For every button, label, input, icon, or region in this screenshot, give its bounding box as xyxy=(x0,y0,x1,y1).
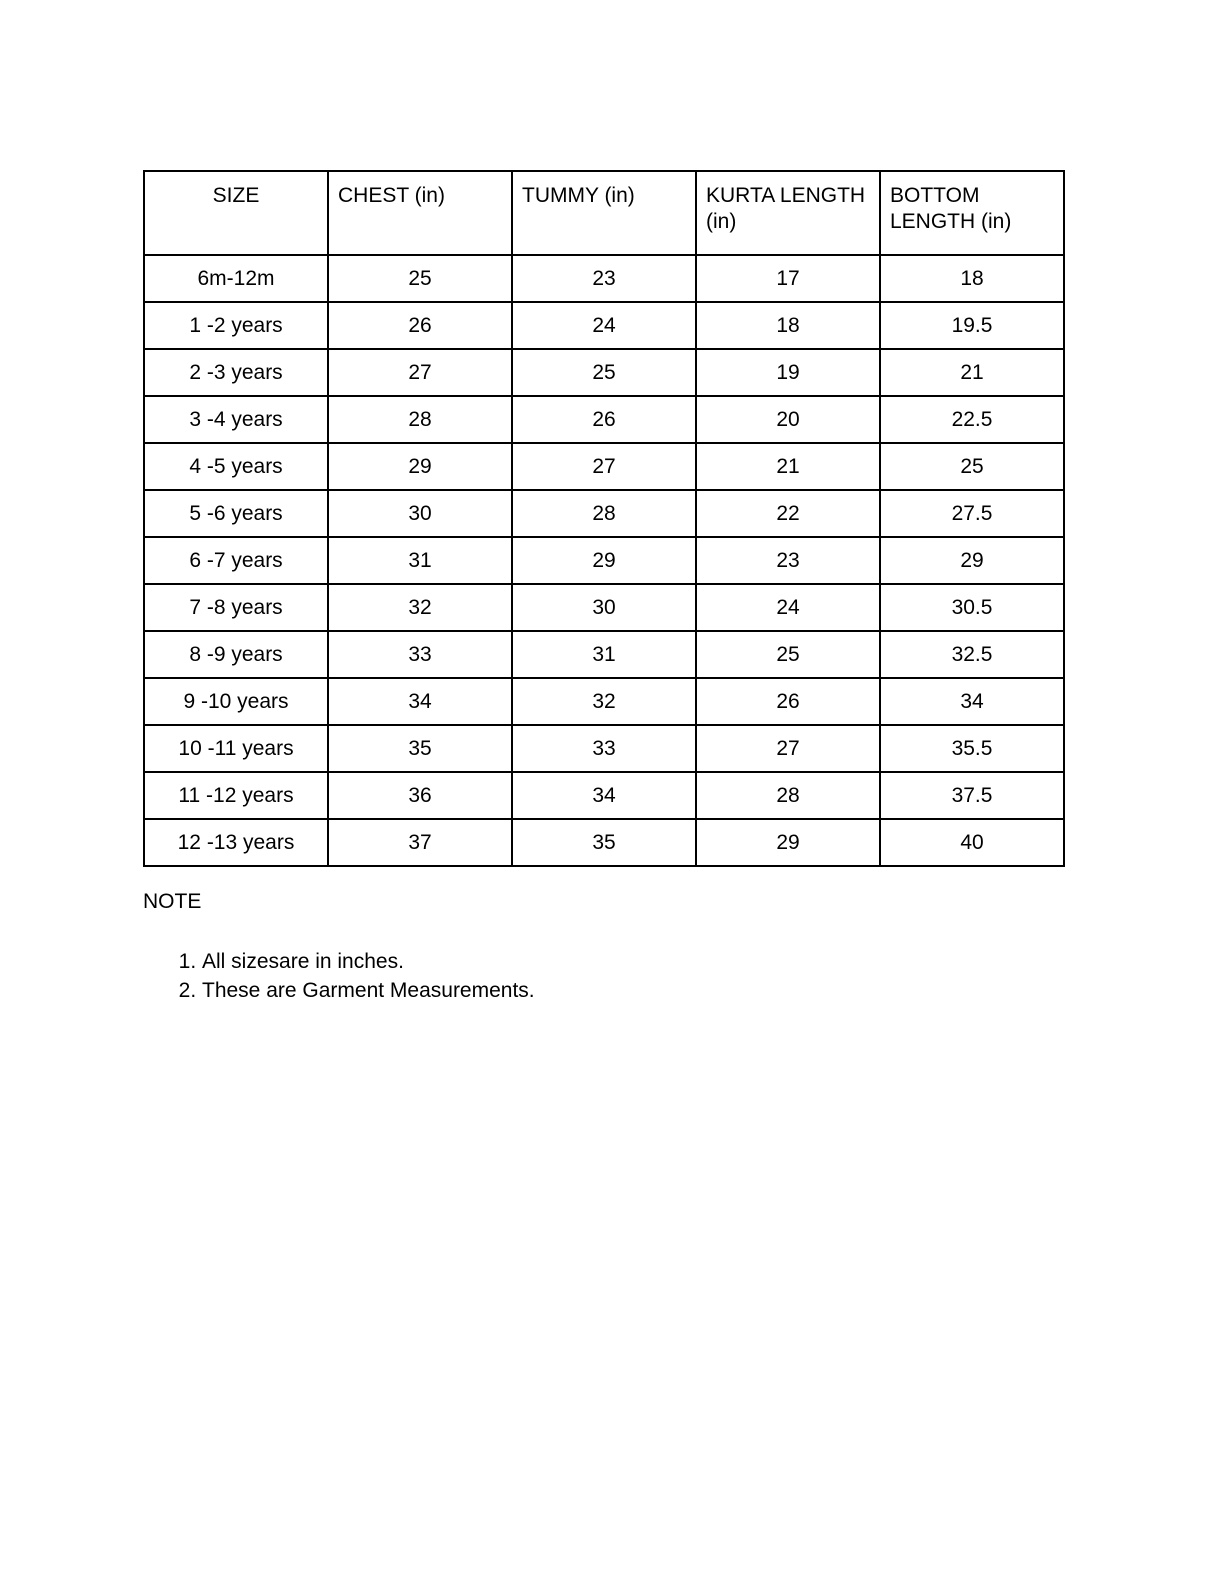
cell-tummy: 32 xyxy=(512,678,696,725)
cell-bottom-length: 32.5 xyxy=(880,631,1064,678)
cell-chest: 36 xyxy=(328,772,512,819)
cell-tummy: 29 xyxy=(512,537,696,584)
cell-size: 9 -10 years xyxy=(144,678,328,725)
cell-chest: 30 xyxy=(328,490,512,537)
cell-size: 4 -5 years xyxy=(144,443,328,490)
cell-tummy: 23 xyxy=(512,255,696,302)
cell-kurta-length: 25 xyxy=(696,631,880,678)
cell-bottom-length: 34 xyxy=(880,678,1064,725)
table-row xyxy=(144,490,1064,537)
cell-chest: 25 xyxy=(328,255,512,302)
cell-kurta-length: 20 xyxy=(696,396,880,443)
cell-size: 2 -3 years xyxy=(144,349,328,396)
cell-chest: 37 xyxy=(328,819,512,866)
cell-kurta-length: 27 xyxy=(696,725,880,772)
table-row xyxy=(144,678,1064,725)
cell-size: 11 -12 years xyxy=(144,772,328,819)
table-row xyxy=(144,349,1064,396)
header-chest: CHEST (in) xyxy=(328,171,512,255)
note-heading: NOTE xyxy=(143,890,202,913)
cell-chest: 33 xyxy=(328,631,512,678)
header-kurta-length: KURTA LENGTH (in) xyxy=(696,171,880,255)
cell-size: 6 -7 years xyxy=(144,537,328,584)
cell-kurta-length: 21 xyxy=(696,443,880,490)
cell-bottom-length: 27.5 xyxy=(880,490,1064,537)
note-list xyxy=(143,947,535,1005)
table-body xyxy=(144,255,1064,866)
cell-tummy: 35 xyxy=(512,819,696,866)
header-tummy: TUMMY (in) xyxy=(512,171,696,255)
cell-bottom-length: 30.5 xyxy=(880,584,1064,631)
cell-bottom-length: 29 xyxy=(880,537,1064,584)
cell-chest: 29 xyxy=(328,443,512,490)
header-size: SIZE xyxy=(144,171,328,255)
cell-bottom-length: 25 xyxy=(880,443,1064,490)
table-row xyxy=(144,772,1064,819)
cell-bottom-length: 40 xyxy=(880,819,1064,866)
cell-chest: 35 xyxy=(328,725,512,772)
size-chart-table xyxy=(143,170,1065,867)
cell-size: 6m-12m xyxy=(144,255,328,302)
cell-tummy: 27 xyxy=(512,443,696,490)
note-item: 2. These are Garment Measurements. xyxy=(202,976,535,1005)
cell-size: 8 -9 years xyxy=(144,631,328,678)
table-row xyxy=(144,396,1064,443)
cell-kurta-length: 17 xyxy=(696,255,880,302)
cell-kurta-length: 18 xyxy=(696,302,880,349)
cell-kurta-length: 23 xyxy=(696,537,880,584)
table-header xyxy=(144,171,1064,255)
cell-kurta-length: 29 xyxy=(696,819,880,866)
cell-chest: 34 xyxy=(328,678,512,725)
note-item: 1. All sizesare in inches. xyxy=(202,947,535,976)
table-row xyxy=(144,819,1064,866)
header-row xyxy=(144,171,1064,255)
cell-chest: 28 xyxy=(328,396,512,443)
cell-chest: 26 xyxy=(328,302,512,349)
cell-kurta-length: 19 xyxy=(696,349,880,396)
cell-kurta-length: 28 xyxy=(696,772,880,819)
cell-chest: 31 xyxy=(328,537,512,584)
cell-bottom-length: 18 xyxy=(880,255,1064,302)
cell-bottom-length: 21 xyxy=(880,349,1064,396)
cell-tummy: 24 xyxy=(512,302,696,349)
table-row xyxy=(144,255,1064,302)
cell-tummy: 33 xyxy=(512,725,696,772)
cell-kurta-length: 24 xyxy=(696,584,880,631)
cell-tummy: 26 xyxy=(512,396,696,443)
cell-chest: 32 xyxy=(328,584,512,631)
cell-kurta-length: 22 xyxy=(696,490,880,537)
cell-bottom-length: 37.5 xyxy=(880,772,1064,819)
table-row xyxy=(144,537,1064,584)
header-bottom-length: BOTTOM LENGTH (in) xyxy=(880,171,1064,255)
cell-bottom-length: 19.5 xyxy=(880,302,1064,349)
table-row xyxy=(144,584,1064,631)
cell-tummy: 30 xyxy=(512,584,696,631)
cell-size: 5 -6 years xyxy=(144,490,328,537)
table-row xyxy=(144,443,1064,490)
table-row xyxy=(144,302,1064,349)
cell-tummy: 25 xyxy=(512,349,696,396)
cell-tummy: 34 xyxy=(512,772,696,819)
cell-tummy: 28 xyxy=(512,490,696,537)
cell-bottom-length: 22.5 xyxy=(880,396,1064,443)
cell-size: 12 -13 years xyxy=(144,819,328,866)
table-row xyxy=(144,631,1064,678)
cell-chest: 27 xyxy=(328,349,512,396)
cell-bottom-length: 35.5 xyxy=(880,725,1064,772)
table-row xyxy=(144,725,1064,772)
cell-size: 3 -4 years xyxy=(144,396,328,443)
cell-tummy: 31 xyxy=(512,631,696,678)
cell-size: 10 -11 years xyxy=(144,725,328,772)
cell-size: 7 -8 years xyxy=(144,584,328,631)
cell-size: 1 -2 years xyxy=(144,302,328,349)
cell-kurta-length: 26 xyxy=(696,678,880,725)
